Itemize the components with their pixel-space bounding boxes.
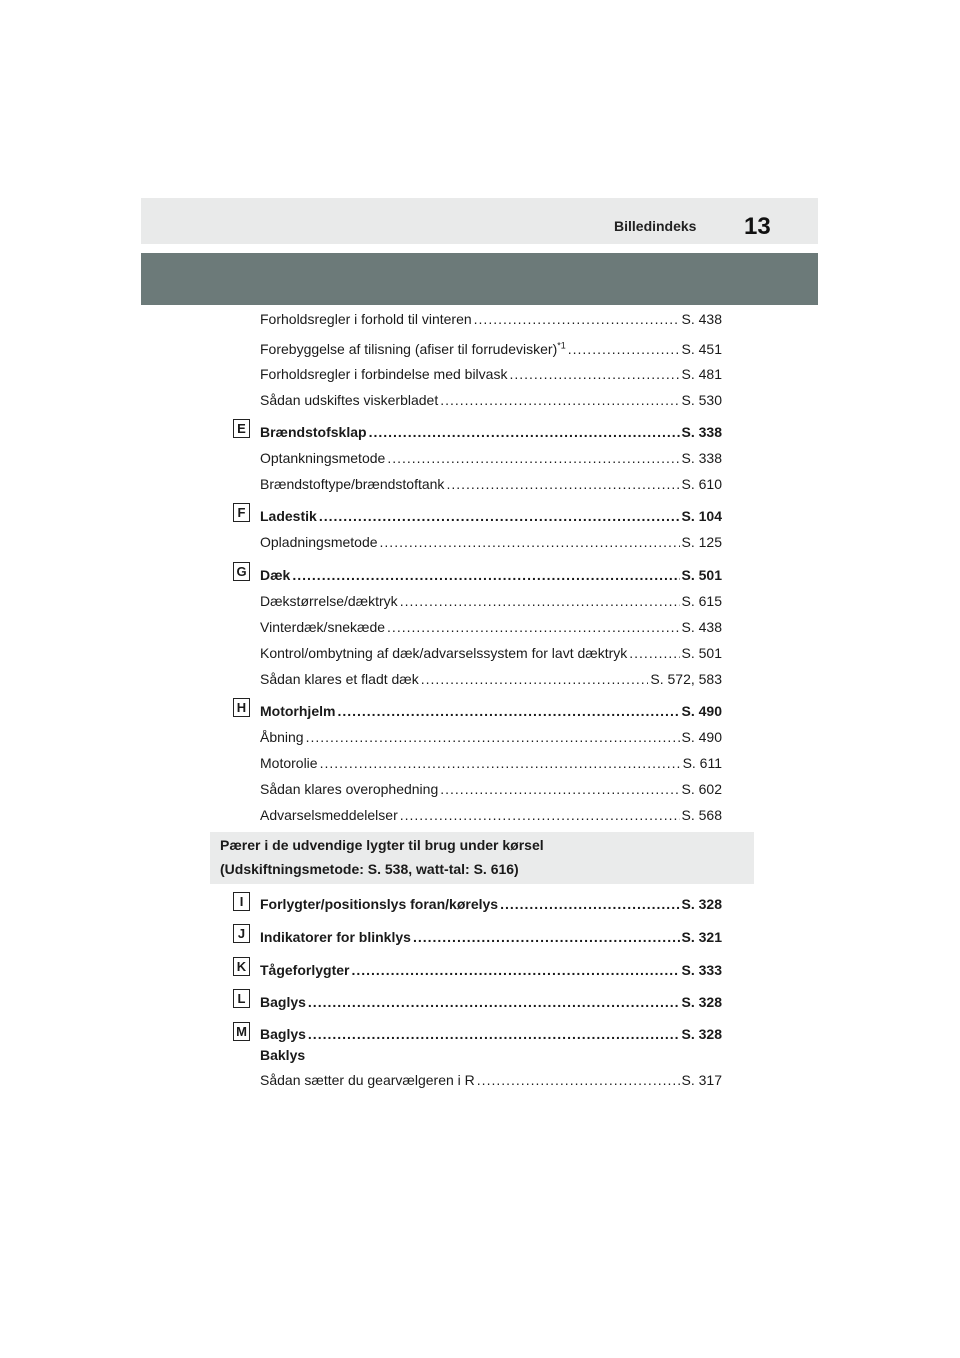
index-entry-main[interactable]: Tågeforlygter ..... S. 333 [260,961,722,979]
index-entry-main[interactable]: Ladestik ..... S. 104 [260,507,722,525]
marker-letter-l: L [233,989,250,1008]
index-entry[interactable]: Motorolie ..... S. 611 [260,754,722,772]
marker-letter-e: E [233,419,250,438]
index-entry[interactable]: Dækstørrelse/dæktryk ..... S. 615 [260,592,722,610]
marker-letter-k: K [233,957,250,976]
index-entry-main[interactable]: Baglys ..... S. 328 [260,993,722,1011]
index-entry[interactable]: Vinterdæk/snekæde ..... S. 438 [260,618,722,636]
index-entry-main[interactable]: Dæk ..... S. 501 [260,566,722,584]
index-entry[interactable]: Optankningsmetode ..... S. 338 [260,449,722,467]
index-entry[interactable]: Åbning ..... S. 490 [260,728,722,746]
index-entry[interactable]: Brændstoftype/brændstoftank ..... S. 610 [260,475,722,493]
section-subheading: (Udskiftningsmetode: S. 538, watt-tal: S. 616) [220,861,519,877]
index-entry[interactable]: Forholdsregler i forbindelse med bilvask ..... S. 481 [260,365,722,383]
index-entry[interactable]: Sådan klares et fladt dæk ..... S. 572, 583 [260,670,722,688]
index-entry-main[interactable]: Indikatorer for blinklys ..... S. 321 [260,928,722,946]
marker-letter-j: J [233,924,250,943]
index-entry-main-extra[interactable]: Baklys [260,1047,306,1063]
page-number: 13 [744,213,771,240]
index-entry[interactable]: Sådan udskiftes viskerbladet ..... S. 530 [260,391,722,409]
index-entry[interactable]: Sådan sætter du gearvælgeren i R ..... S. 317 [260,1071,722,1089]
header-bar [141,198,818,244]
section-heading: Pærer i de udvendige lygter til brug under kørsel [220,837,544,853]
index-entry-main[interactable]: Forlygter/positionslys foran/kørelys ..... S. 328 [260,895,722,913]
index-entry[interactable]: Sådan klares overophedning ..... S. 602 [260,780,722,798]
header-title: Billedindeks [614,218,697,234]
index-entry-main[interactable]: Brændstofsklap ..... S. 338 [260,423,722,441]
marker-letter-h: H [233,698,250,717]
index-entry-main[interactable]: Motorhjelm ..... S. 490 [260,702,722,720]
index-entry-main[interactable]: Baglys ..... S. 328 [260,1025,722,1043]
marker-letter-f: F [233,503,250,522]
header-band [141,253,818,305]
index-entry[interactable]: Kontrol/ombytning af dæk/advarselssystem for lavt dæktryk ..... S. 501 [260,644,722,662]
marker-letter-i: I [233,892,250,911]
index-entry[interactable]: Forholdsregler i forhold til vinteren ..... S. 438 [260,310,722,328]
marker-letter-g: G [233,562,250,581]
index-entry[interactable]: Forebyggelse af tilisning (afiser til forrudevisker)$^{*1}$ ..... S. 451 [260,340,722,358]
index-entry[interactable]: Advarselsmeddelelser ..... S. 568 [260,806,722,824]
marker-letter-m: M [233,1022,250,1041]
index-entry[interactable]: Opladningsmetode ..... S. 125 [260,533,722,551]
